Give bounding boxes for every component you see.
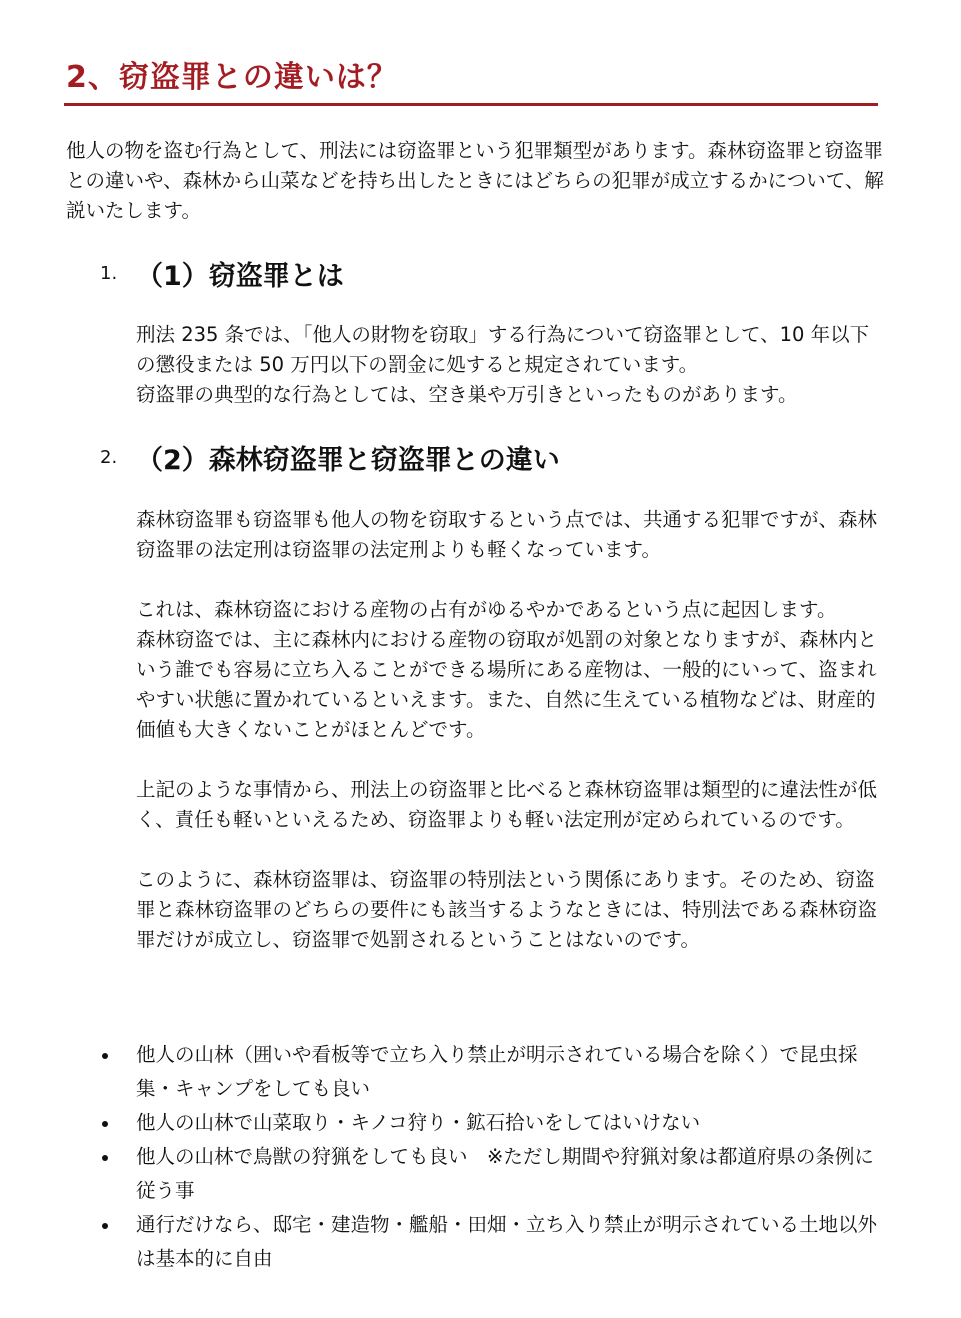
- bullet-icon: [102, 1155, 108, 1161]
- intro-paragraph: [66, 136, 886, 226]
- section-heading-1: [100, 254, 344, 293]
- list-item-text: 他人の山林で山菜取り・キノコ狩り・鉱石拾いをしてはいけない: [136, 1111, 701, 1134]
- paragraph: 窃盗罪の典型的な行為としては、空き巣や万引きといったものがあります。: [136, 383, 798, 406]
- section-number: 2.: [100, 447, 118, 468]
- list-item-text: 通行だけなら、邸宅・建造物・艦船・田畑・立ち入り禁止が明示されている土地以外は基本的に自由: [136, 1213, 878, 1270]
- paragraph: これは、森林窃盗における産物の占有がゆるやかであるという点に起因します。: [136, 598, 837, 621]
- section-title: （2）森林窃盗罪と窃盗罪との違い: [136, 445, 560, 476]
- bullet-icon: [102, 1053, 108, 1059]
- section-title: （1）窃盗罪とは: [136, 261, 344, 292]
- paragraph: 上記のような事情から、刑法上の窃盗罪と比べると森林窃盗罪は類型的に違法性が低く、責任も軽いといえるため、窃盗罪よりも軽い法定刑が定められているのです。: [136, 778, 878, 831]
- paragraph-gap: [136, 745, 878, 775]
- paragraph-gap: [136, 835, 878, 865]
- paragraph: 刑法 235 条では、「他人の財物を窃取」する行為について窃盗罪として、10 年以下の懲役または 50 万円以下の罰金に処すると規定されています。: [136, 323, 870, 376]
- bullet-icon: [102, 1121, 108, 1127]
- bullet-list: [100, 1038, 880, 1276]
- list-item: [100, 1140, 880, 1208]
- paragraph: このように、森林窃盗罪は、窃盗罪の特別法という関係にあります。そのため、窃盗罪と森林窃盗罪のどちらの要件にも該当するようなときには、特別法である森林窃盗罪だけが成立し、窃盗罪で処罰されるということはないのです。: [136, 868, 878, 951]
- list-item: [100, 1208, 880, 1276]
- bullet-icon: [102, 1223, 108, 1229]
- list-item-text: 他人の山林で鳥獣の狩猟をしても良い ※ただし期間や狩猟対象は都道府県の条例に従う事: [136, 1145, 874, 1202]
- section-body-2: [136, 505, 878, 955]
- section-body-1: [136, 320, 878, 410]
- list-item: [100, 1038, 880, 1106]
- paragraph: 森林窃盗では、主に森林内における産物の窃取が処罰の対象となりますが、森林内という誰でも容易に立ち入ることができる場所にある産物は、一般的にいって、盗まれやすい状態に置かれているといえます。また、自然に生えている植物などは、財産的価値も大きくないことがほとんどです。: [136, 628, 878, 741]
- paragraph: 森林窃盗罪も窃盗罪も他人の物を窃取するという点では、共通する犯罪ですが、森林窃盗罪の法定刑は窃盗罪の法定刑よりも軽くなっています。: [136, 508, 878, 561]
- intro-text: 他人の物を盗む行為として、刑法には窃盗罪という犯罪類型があります。森林窃盗罪と窃盗罪との違いや、森林から山菜などを持ち出したときにはどちらの犯罪が成立するかについて、解説いたします。: [66, 139, 884, 222]
- title-underline: [64, 103, 878, 106]
- section-heading-2: [100, 438, 560, 477]
- list-item: [100, 1106, 880, 1140]
- list-item-text: 他人の山林（囲いや看板等で立ち入り禁止が明示されている場合を除く）で昆虫採集・キャンプをしても良い: [136, 1043, 858, 1100]
- page-title: 2、窃盗罪との違いは？: [66, 60, 398, 95]
- paragraph-gap: [136, 565, 878, 595]
- section-number: 1.: [100, 263, 118, 284]
